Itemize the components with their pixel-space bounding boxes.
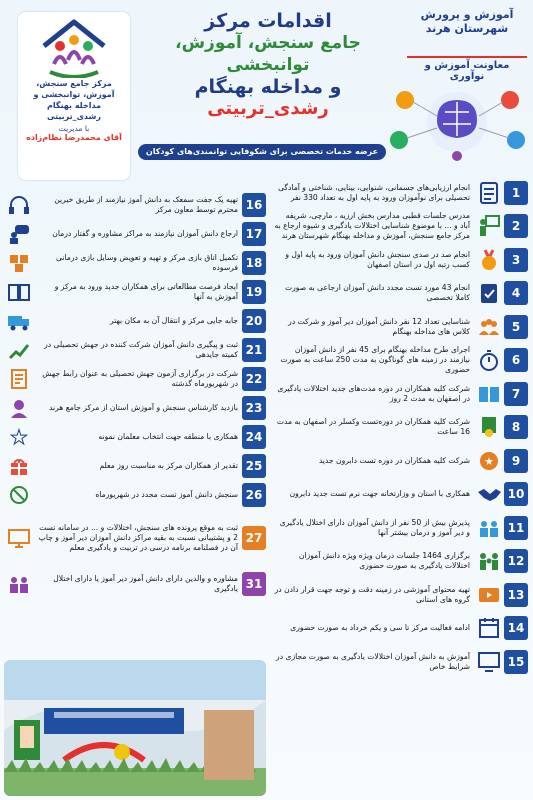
list-item: [270, 545, 528, 579]
item-text: مدرس جلسات قطبی مدارس بخش ارزیه ، مارچی، شریفه آباد و ... با موضوع شناسایی اختلالات یادگیری و شیوه ارجاع به مرکز جامع سنجش، آموزش و مداخله بهنگام شهرستان هرند: [274, 211, 470, 241]
list-item: [270, 176, 528, 210]
list-item: [270, 612, 528, 646]
item-number: 16: [242, 193, 266, 217]
item-text: مشاوره و والدین دارای دانش آموز دیر آموز یا دارای اختلال یادگیری: [53, 574, 238, 593]
item-number: 25: [242, 454, 266, 478]
calendar-icon: [474, 615, 504, 641]
item-text: ثبت به موقع پرونده های سنجش، اختلالات و ... در سامانه تست 2 و پشتیبانی نسبت به بقیه مراکز دانش آموزان دیر آموز و چاپ آن در فصلنامه برنامه درسی در تربیت و یادگیری معلم: [38, 523, 238, 552]
item-number: 18: [242, 251, 266, 275]
organization-name: آموزش و پرورش شهرستان هرند: [420, 8, 514, 35]
gift-icon: [4, 453, 34, 479]
item-text: ثبت و پیگیری دانش آموزان شرکت کننده در جهش تحصیلی در کمیته جایدهی: [44, 339, 238, 359]
speech-icon: [4, 221, 34, 247]
item-text: تهیه یک جفت سمعک به دانش آموز نیازمند از طریق خیرین محترم توسط معاون مرکز: [54, 194, 238, 214]
item-number: 11: [504, 516, 528, 540]
brain-illustration: [385, 80, 530, 162]
item-text: سنجش دانش آموز تست مجدد در شهریورماه: [95, 489, 238, 499]
item-number: 23: [242, 396, 266, 420]
list-item: [4, 335, 266, 364]
headset-icon: [4, 192, 34, 218]
item-number: 3: [504, 248, 528, 272]
item-number: 24: [242, 425, 266, 449]
list-item: [4, 277, 266, 306]
item-number: 2: [504, 214, 528, 238]
item-number: 12: [504, 549, 528, 573]
item-text: بازدید کارشناس سنجش و آموزش استان از مرکز جامع هرند: [49, 402, 238, 412]
item-text: همکاری با استان و وزارتخانه جهت نرم تست جدید دابرون: [289, 489, 470, 499]
item-text: شرکت کلیه همکاران در دوره تست دابرون جدید: [318, 455, 470, 465]
list-item: [4, 509, 266, 567]
item-number: 10: [504, 482, 528, 506]
svg-text:★: ★: [484, 454, 494, 468]
no-sign-icon: [4, 482, 34, 508]
family-icon: [474, 548, 504, 574]
item-number: 27: [242, 526, 266, 550]
list-item: [270, 478, 528, 512]
monitor-icon: [4, 525, 34, 551]
title-line-4: رشدی_تربیتی: [207, 98, 329, 119]
handshake-icon: [474, 481, 504, 507]
teacher-icon: [474, 213, 504, 239]
online-icon: [474, 649, 504, 675]
list-item: [270, 277, 528, 311]
video-icon: [474, 582, 504, 608]
item-number: 19: [242, 280, 266, 304]
item-text: تکمیل اتاق بازی مرکز و تهیه و تعویض وسایل بازی درمانی فرسوده: [56, 252, 238, 272]
list-item: [4, 567, 266, 601]
item-text: برگزاری 1464 جلسات درمان ویژه ویژه دانش آموزان اختلالات یادگیری به صورت حضوری: [298, 551, 470, 571]
item-text: انجام صد در صدی سنجش دانش آموزان ورود به پایه اول و کسب رتبه اول در استان اصفهان: [285, 249, 470, 269]
item-number: 9: [504, 449, 528, 473]
item-number: 6: [504, 348, 528, 372]
item-text: ایجاد فرصت مطالعاتی برای همکاران جدید ورود به مرکز و آموزش به آنها: [54, 281, 238, 301]
item-number: 26: [242, 483, 266, 507]
list-item: [270, 377, 528, 411]
item-text: جابه جایی مرکز و انتقال آن به مکان بهتر: [110, 315, 238, 325]
manager-name: آقای محمدرضا نظام‌زاده: [26, 133, 122, 142]
actions-list-right: [270, 176, 528, 679]
item-number: 13: [504, 583, 528, 607]
item-text: پذیرش بیش از 50 نفر از دانش آموزان دارای اختلال یادگیری و دیر آموز و درمان بیشتر آنها: [279, 517, 470, 537]
list-item: [4, 190, 266, 219]
item-number: 15: [504, 650, 528, 674]
students-icon: [474, 515, 504, 541]
list-item: [4, 306, 266, 335]
list-item: [4, 219, 266, 248]
list-item: [270, 210, 528, 244]
list-item: [4, 451, 266, 480]
svg-text:★: ★: [10, 425, 28, 448]
puzzle-icon: [4, 250, 34, 276]
item-text: شرکت در برگزاری آزمون جهش تحصیلی به عنوان رابط جهش در شهریورماه گذشته: [42, 368, 238, 388]
item-number: 31: [242, 572, 266, 596]
exam-icon: [4, 366, 34, 392]
list-item: [4, 364, 266, 393]
list-item: [270, 243, 528, 277]
item-text: ادامه فعالیت مرکز تا سی و یکم خرداد به صورت حضوری: [290, 623, 470, 633]
list-item: [4, 393, 266, 422]
item-text: شناسایی تعداد 12 نفر دانش آموزان دیر آموز و شرکت در کلاس های مداخله بهنگام: [288, 316, 470, 336]
item-text: شرکت کلیه همکاران در دوره‌تست وکسلر در اصفهان به مدت 16 ساعت: [276, 417, 470, 437]
star-badge-icon: [474, 448, 504, 474]
group-icon: [474, 314, 504, 340]
title-line-1: اقدامات مرکز: [204, 10, 332, 32]
item-text: همکاری با منطقه جهت انتخاب معلمان نمونه: [98, 431, 238, 441]
organization-header: [407, 8, 527, 82]
growth-chart-icon: [4, 337, 34, 363]
truck-icon: [4, 308, 34, 334]
item-text: آموزش به دانش آموزان اختلالات یادگیری به صورت مجازی در شرایط خاص: [276, 651, 470, 671]
services-banner: عرضه خدمات تخصصی برای شکوفایی توانمندی‌های کودکان: [138, 144, 386, 160]
item-number: 5: [504, 315, 528, 339]
item-text: انجام 43 مورد تست مجدد دانش آموزان ارجاعی به صورت کاملا تخصصی: [284, 283, 470, 303]
item-number: 21: [242, 338, 266, 362]
item-text: تهیه محتوای آموزشی در زمینه دقت و توجه جهت قرار دادن در گروه های استانی: [274, 584, 470, 604]
list-item: [270, 310, 528, 344]
list-item: [270, 645, 528, 679]
inspector-icon: [4, 395, 34, 421]
item-number: 22: [242, 367, 266, 391]
stopwatch-icon: [474, 347, 504, 373]
item-number: 20: [242, 309, 266, 333]
book-icon: [474, 381, 504, 407]
center-building-photo: [4, 660, 266, 796]
parents-icon: [4, 571, 34, 597]
list-item: [270, 511, 528, 545]
list-item: [4, 422, 266, 451]
medal-icon: [474, 247, 504, 273]
star-icon: [4, 424, 34, 450]
list-item: [4, 248, 266, 277]
item-number: 8: [504, 415, 528, 439]
list-item: [270, 411, 528, 445]
list-item: [270, 444, 528, 478]
logo-title: مرکز جامع سنجش، آموزش، توانبخشی و مداخله بهنگام رشدی_تربیتی: [33, 79, 115, 121]
item-number: 14: [504, 616, 528, 640]
clipboard-check-icon: [474, 280, 504, 306]
page-title: [138, 10, 398, 120]
center-logo-card: [18, 12, 130, 180]
title-line-3: و مداخله بهنگام: [194, 76, 342, 98]
item-number: 17: [242, 222, 266, 246]
management-label: با مدیریت: [58, 124, 90, 133]
certificate-icon: [474, 414, 504, 440]
list-item: [270, 344, 528, 378]
deputy-name: معاونت آموزش و نوآوری: [407, 56, 527, 82]
list-item: [4, 480, 266, 509]
item-number: 4: [504, 281, 528, 305]
item-text: شرکت کلیه همکاران در دوره مدت‌های جدید اختلالات یادگیری در اصفهان به مدت 2 روز: [277, 383, 470, 403]
list-item: [270, 578, 528, 612]
title-line-2: جامع سنجش، آموزش، توانبخشی: [175, 33, 361, 75]
checklist-icon: [474, 180, 504, 206]
item-text: ارجاع دانش آموزان نیازمند به مراکز مشاوره و گفتار درمان: [52, 228, 238, 238]
item-text: تقدیر از همکاران مرکز به مناسبت روز معلم: [99, 460, 238, 470]
item-text: انجام ارزیابی‌های جسمانی، شنوایی، بینایی، شناختی و آمادگی تحصیلی برای نوآموزان ورود به پایه اول به تعداد 330 نفر: [278, 182, 470, 202]
actions-list-left: [4, 190, 266, 601]
item-number: 7: [504, 382, 528, 406]
item-number: 1: [504, 181, 528, 205]
item-text: اجرای طرح مداخله بهنگام برای 45 نفر از دانش آموزان نیازمند در زمینه های گوناگون به مدت 250 ساعت به صورت حضوری: [280, 345, 470, 375]
open-book-icon: [4, 279, 34, 305]
center-logo-icon: [34, 16, 114, 78]
